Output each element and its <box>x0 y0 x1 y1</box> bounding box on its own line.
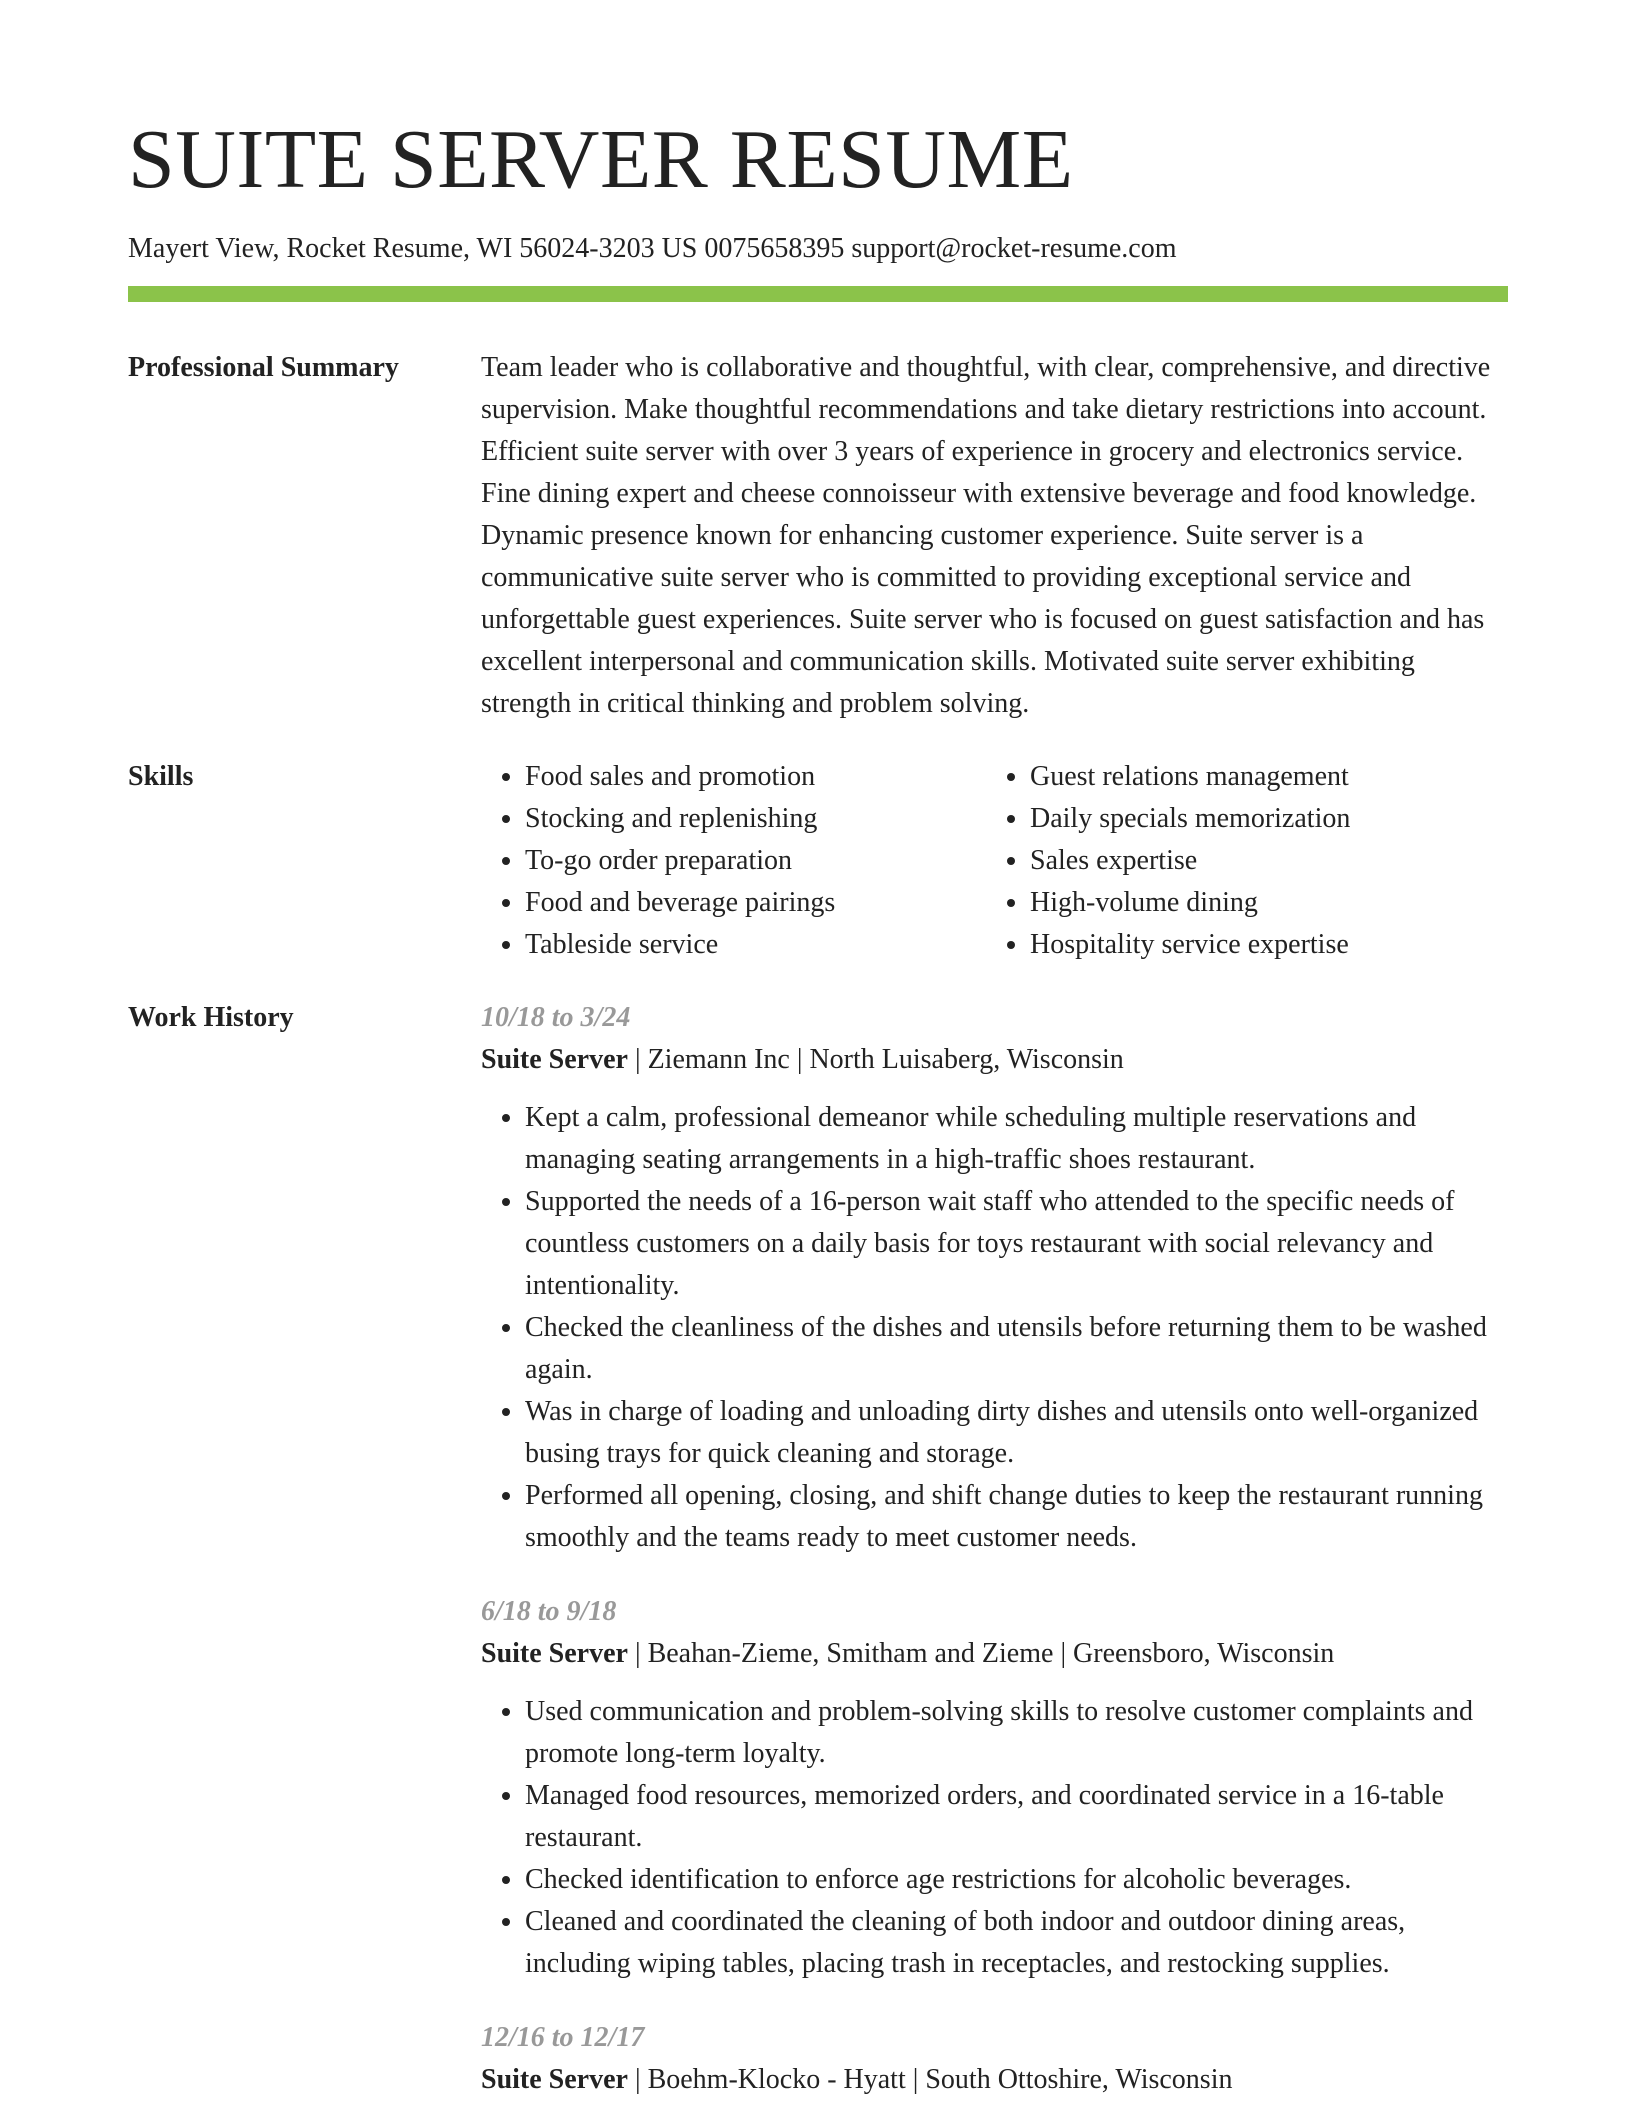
header-divider <box>128 286 1508 302</box>
skill-item: • Hospitality service expertise <box>1030 924 1491 966</box>
job-spacer <box>481 1559 1508 1591</box>
job-header <box>481 2059 1508 2101</box>
skills-body <box>481 756 1508 966</box>
skills-list-left <box>481 756 986 966</box>
job-entry <box>481 997 1508 1559</box>
job-bullet: • Supported the needs of a 16-person wait staff who attended to the specific needs of countless customers on a daily basis for toys restaurant with social relevancy and intentionality. <box>525 1181 1508 1307</box>
job-dates: 6/18 to 9/18 <box>481 1596 617 1627</box>
resume-title: SUITE SERVER RESUME <box>128 113 1074 206</box>
skill-item: • Food sales and promotion <box>525 756 986 798</box>
job-role: Suite Server <box>481 1044 628 1075</box>
skill-item: • Sales expertise <box>1030 840 1491 882</box>
skill-item: • Stocking and replenishing <box>525 798 986 840</box>
skill-item: • Guest relations management <box>1030 756 1491 798</box>
skills-label: Skills <box>128 761 194 792</box>
job-bullet-list <box>481 1097 1508 1559</box>
job-role: Suite Server <box>481 1638 628 1669</box>
job-bullet: • Checked identification to enforce age restrictions for alcoholic beverages. <box>525 1859 1508 1901</box>
job-bullet: • Cleaned and coordinated the cleaning of both indoor and outdoor dining areas, including wiping tables, placing trash in receptacles, and restocking supplies. <box>525 1901 1508 1985</box>
job-role: Suite Server <box>481 2064 628 2095</box>
skill-item: • Daily specials memorization <box>1030 798 1491 840</box>
skill-item: • Food and beverage pairings <box>525 882 986 924</box>
job-bullet: • Was in charge of loading and unloading dirty dishes and utensils onto well-organized busing trays for quick cleaning and storage. <box>525 1391 1508 1475</box>
skill-item: • To-go order preparation <box>525 840 986 882</box>
job-details: | Boehm-Klocko - Hyatt | South Ottoshire, Wisconsin <box>627 2064 1233 2095</box>
job-details: | Ziemann Inc | North Luisaberg, Wisconsin <box>627 1044 1124 1075</box>
job-spacer <box>481 1985 1508 2017</box>
job-bullet: • Performed all opening, closing, and shift change duties to keep the restaurant running smoothly and the teams ready to meet customer needs. <box>525 1475 1508 1559</box>
summary-text: Team leader who is collaborative and thoughtful, with clear, comprehensive, and directive supervision. Make thoughtful recommendations and take dietary restrictions into account. Efficient suite server with over 3 years of experience in grocery and electronics service. Fine dining expert and cheese connoisseur with extensive beverage and food knowledge. Dynamic presence known for enhancing customer experience. Suite server is a communicative suite server who is committed to providing exceptional service and unforgettable guest experiences. Suite server who is focused on guest satisfaction and has excellent interpersonal and communication skills. Motivated suite server exhibiting strength in critical thinking and problem solving. <box>481 352 1491 719</box>
contact-line: Mayert View, Rocket Resume, WI 56024-3203 US 0075658395 support@rocket-resume.com <box>128 233 1177 264</box>
job-dates: 12/16 to 12/17 <box>481 2022 645 2053</box>
job-bullet: • Used communication and problem-solving skills to resolve customer complaints and promote long-term loyalty. <box>525 1691 1508 1775</box>
job-bullet: • Checked the cleanliness of the dishes and utensils before returning them to be washed again. <box>525 1307 1508 1391</box>
skill-item: • High-volume dining <box>1030 882 1491 924</box>
job-details: | Beahan-Zieme, Smitham and Zieme | Greensboro, Wisconsin <box>627 1638 1335 1669</box>
job-header <box>481 1633 1508 1675</box>
summary-label: Professional Summary <box>128 352 399 383</box>
skills-list-right <box>986 756 1491 966</box>
job-entry <box>481 2017 1508 2101</box>
job-bullet-list <box>481 1691 1508 1985</box>
job-bullet: • Managed food resources, memorized orders, and coordinated service in a 16-table restaurant. <box>525 1775 1508 1859</box>
work-history-label: Work History <box>128 1002 294 1033</box>
job-header <box>481 1039 1508 1081</box>
summary-body <box>481 347 1508 725</box>
work-history-body <box>481 997 1508 2101</box>
job-entry <box>481 1591 1508 1985</box>
job-bullet: • Kept a calm, professional demeanor while scheduling multiple reservations and managing seating arrangements in a high-traffic shoes restaurant. <box>525 1097 1508 1181</box>
skill-item: • Tableside service <box>525 924 986 966</box>
job-dates: 10/18 to 3/24 <box>481 1002 631 1033</box>
